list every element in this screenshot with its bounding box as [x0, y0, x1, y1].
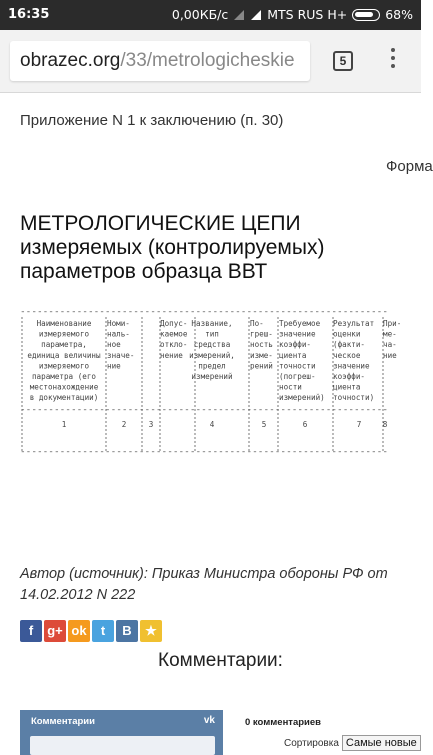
page-content	[0, 92, 433, 750]
table-top-border: -----------------------------------------------------------------	[20, 307, 388, 316]
table-column-number: 8	[382, 420, 388, 429]
battery-icon	[352, 9, 380, 21]
table-header-cell: измеряемого	[38, 361, 90, 371]
metrology-table	[20, 307, 402, 458]
table-header-cell: ность	[250, 340, 273, 350]
table-header-cell: Наименование	[36, 319, 92, 328]
signal-icon	[250, 9, 262, 21]
facebook-icon[interactable]: f	[20, 620, 42, 642]
table-header-separator: -----------------------------------------------------------------	[20, 405, 388, 414]
table-header-cell: значение	[279, 329, 316, 339]
url-path: /33/metrologicheskie	[120, 50, 295, 71]
table-header-cell: греш-	[250, 329, 273, 339]
vk-comments-widget	[20, 710, 223, 755]
form-label: Форма	[386, 158, 433, 175]
table-header-cell: местонахождение	[29, 382, 99, 392]
table-header-cell: точности	[279, 361, 316, 371]
favorite-icon[interactable]: ★	[140, 620, 162, 642]
odnoklassniki-icon[interactable]: ok	[68, 620, 90, 642]
url-host: obrazec.org	[20, 50, 121, 71]
twitter-icon[interactable]: t	[92, 620, 114, 642]
table-header-cell: параметра (его	[31, 372, 97, 381]
table-header-cell: циента	[279, 350, 307, 360]
status-time: 16:35	[8, 7, 50, 22]
table-header-cell: ние	[383, 350, 397, 360]
table-header-cell: средства	[193, 340, 231, 350]
table-column-number: 6	[302, 420, 308, 429]
author-source: Автор (источник): Приказ Министра обороны РФ от 14.02.2012 N 222	[20, 566, 388, 603]
table-header-cell: значе-	[107, 350, 135, 360]
table-header-cell: ческое	[333, 350, 361, 360]
vkontakte-icon[interactable]: B	[116, 620, 138, 642]
table-header-cell: нение	[160, 350, 183, 360]
table-header-cell: При-	[383, 319, 402, 328]
table-header-cell: Допус-	[160, 319, 188, 328]
table-header-cell: циента	[333, 382, 361, 392]
table-header-cell: коэффи-	[279, 340, 312, 350]
table-header-cell: ние	[107, 361, 121, 371]
share-buttons	[20, 620, 162, 642]
status-indicators	[172, 7, 413, 22]
table-column-number: 2	[121, 420, 127, 429]
table-header-cell: Результат	[333, 319, 375, 328]
table-header-cell: изме-	[250, 350, 273, 360]
table-header-cell: откло-	[160, 340, 188, 350]
appendix-note: Приложение N 1 к заключению (п. 30)	[20, 112, 284, 129]
table-header-cell: единица величины	[27, 350, 101, 360]
table-header-cell: наль-	[107, 329, 130, 339]
metrology-table-drawing	[20, 307, 402, 458]
vk-widget-title: Комментарии	[31, 716, 95, 727]
table-header-cell: параметра,	[41, 340, 87, 350]
table-column-number: 4	[209, 420, 215, 429]
comments-count: 0 комментариев	[245, 717, 322, 728]
table-header-cell: значение	[333, 361, 370, 371]
table-header-cell: ча-	[383, 340, 397, 350]
table-header-cell: (факти-	[333, 340, 366, 350]
table-column-number: 7	[356, 420, 362, 429]
status-bar	[0, 0, 421, 30]
table-column-number: 1	[61, 420, 67, 429]
table-header-cell: измерений,	[189, 350, 235, 360]
overflow-menu-icon[interactable]	[390, 48, 396, 74]
wifi-off-icon	[233, 9, 245, 21]
table-header-cell: тип	[205, 329, 219, 339]
page-title: МЕТРОЛОГИЧЕСКИЕ ЦЕПИ измеряемых (контролируемых) параметров образца ВВТ	[20, 212, 325, 283]
table-header-cell: ности	[279, 382, 302, 392]
google-plus-icon[interactable]: g+	[44, 620, 66, 642]
table-header-cell: (погреш-	[279, 372, 316, 381]
table-header-cell: ме-	[383, 329, 397, 339]
table-header-cell: рений	[250, 361, 273, 371]
table-column-number: 3	[148, 420, 154, 429]
table-header-cell: Название,	[191, 319, 233, 328]
carrier-name: MTS RUS H+	[267, 7, 348, 22]
table-header-cell: оценки	[333, 329, 361, 339]
table-header-cell: По-	[250, 319, 264, 328]
table-header-cell: ное	[107, 340, 121, 350]
sort-label: Сортировка	[284, 737, 339, 749]
table-header-cell: коэффи-	[333, 372, 366, 381]
table-header-cell: измеряемого	[38, 329, 90, 339]
comments-sort	[284, 735, 421, 751]
table-header-cell: точности)	[333, 393, 375, 403]
vk-logo-icon: vk	[203, 715, 215, 726]
table-header-cell: Требуемое	[279, 319, 321, 328]
browser-toolbar	[0, 30, 421, 93]
table-header-cell: измерений	[191, 372, 233, 381]
battery-level: 68%	[385, 7, 413, 22]
comments-heading: Комментарии:	[158, 650, 283, 671]
tab-switcher-button[interactable]: 5	[333, 51, 353, 71]
network-speed: 0,00КБ/с	[171, 7, 229, 22]
table-header-cell: каемое	[160, 329, 188, 339]
table-header-cell: Номи-	[107, 319, 130, 328]
table-bottom-border: -----------------------------------------------------------------	[20, 447, 388, 456]
table-header-cell: измерений)	[279, 393, 325, 403]
table-header-cell: в документации)	[29, 393, 99, 403]
sort-select[interactable]: Самые новые	[342, 735, 421, 751]
url-bar[interactable]	[10, 41, 310, 81]
table-column-number: 5	[261, 420, 267, 429]
vk-comment-input[interactable]	[30, 736, 215, 755]
table-header-cell: предел	[198, 361, 226, 371]
